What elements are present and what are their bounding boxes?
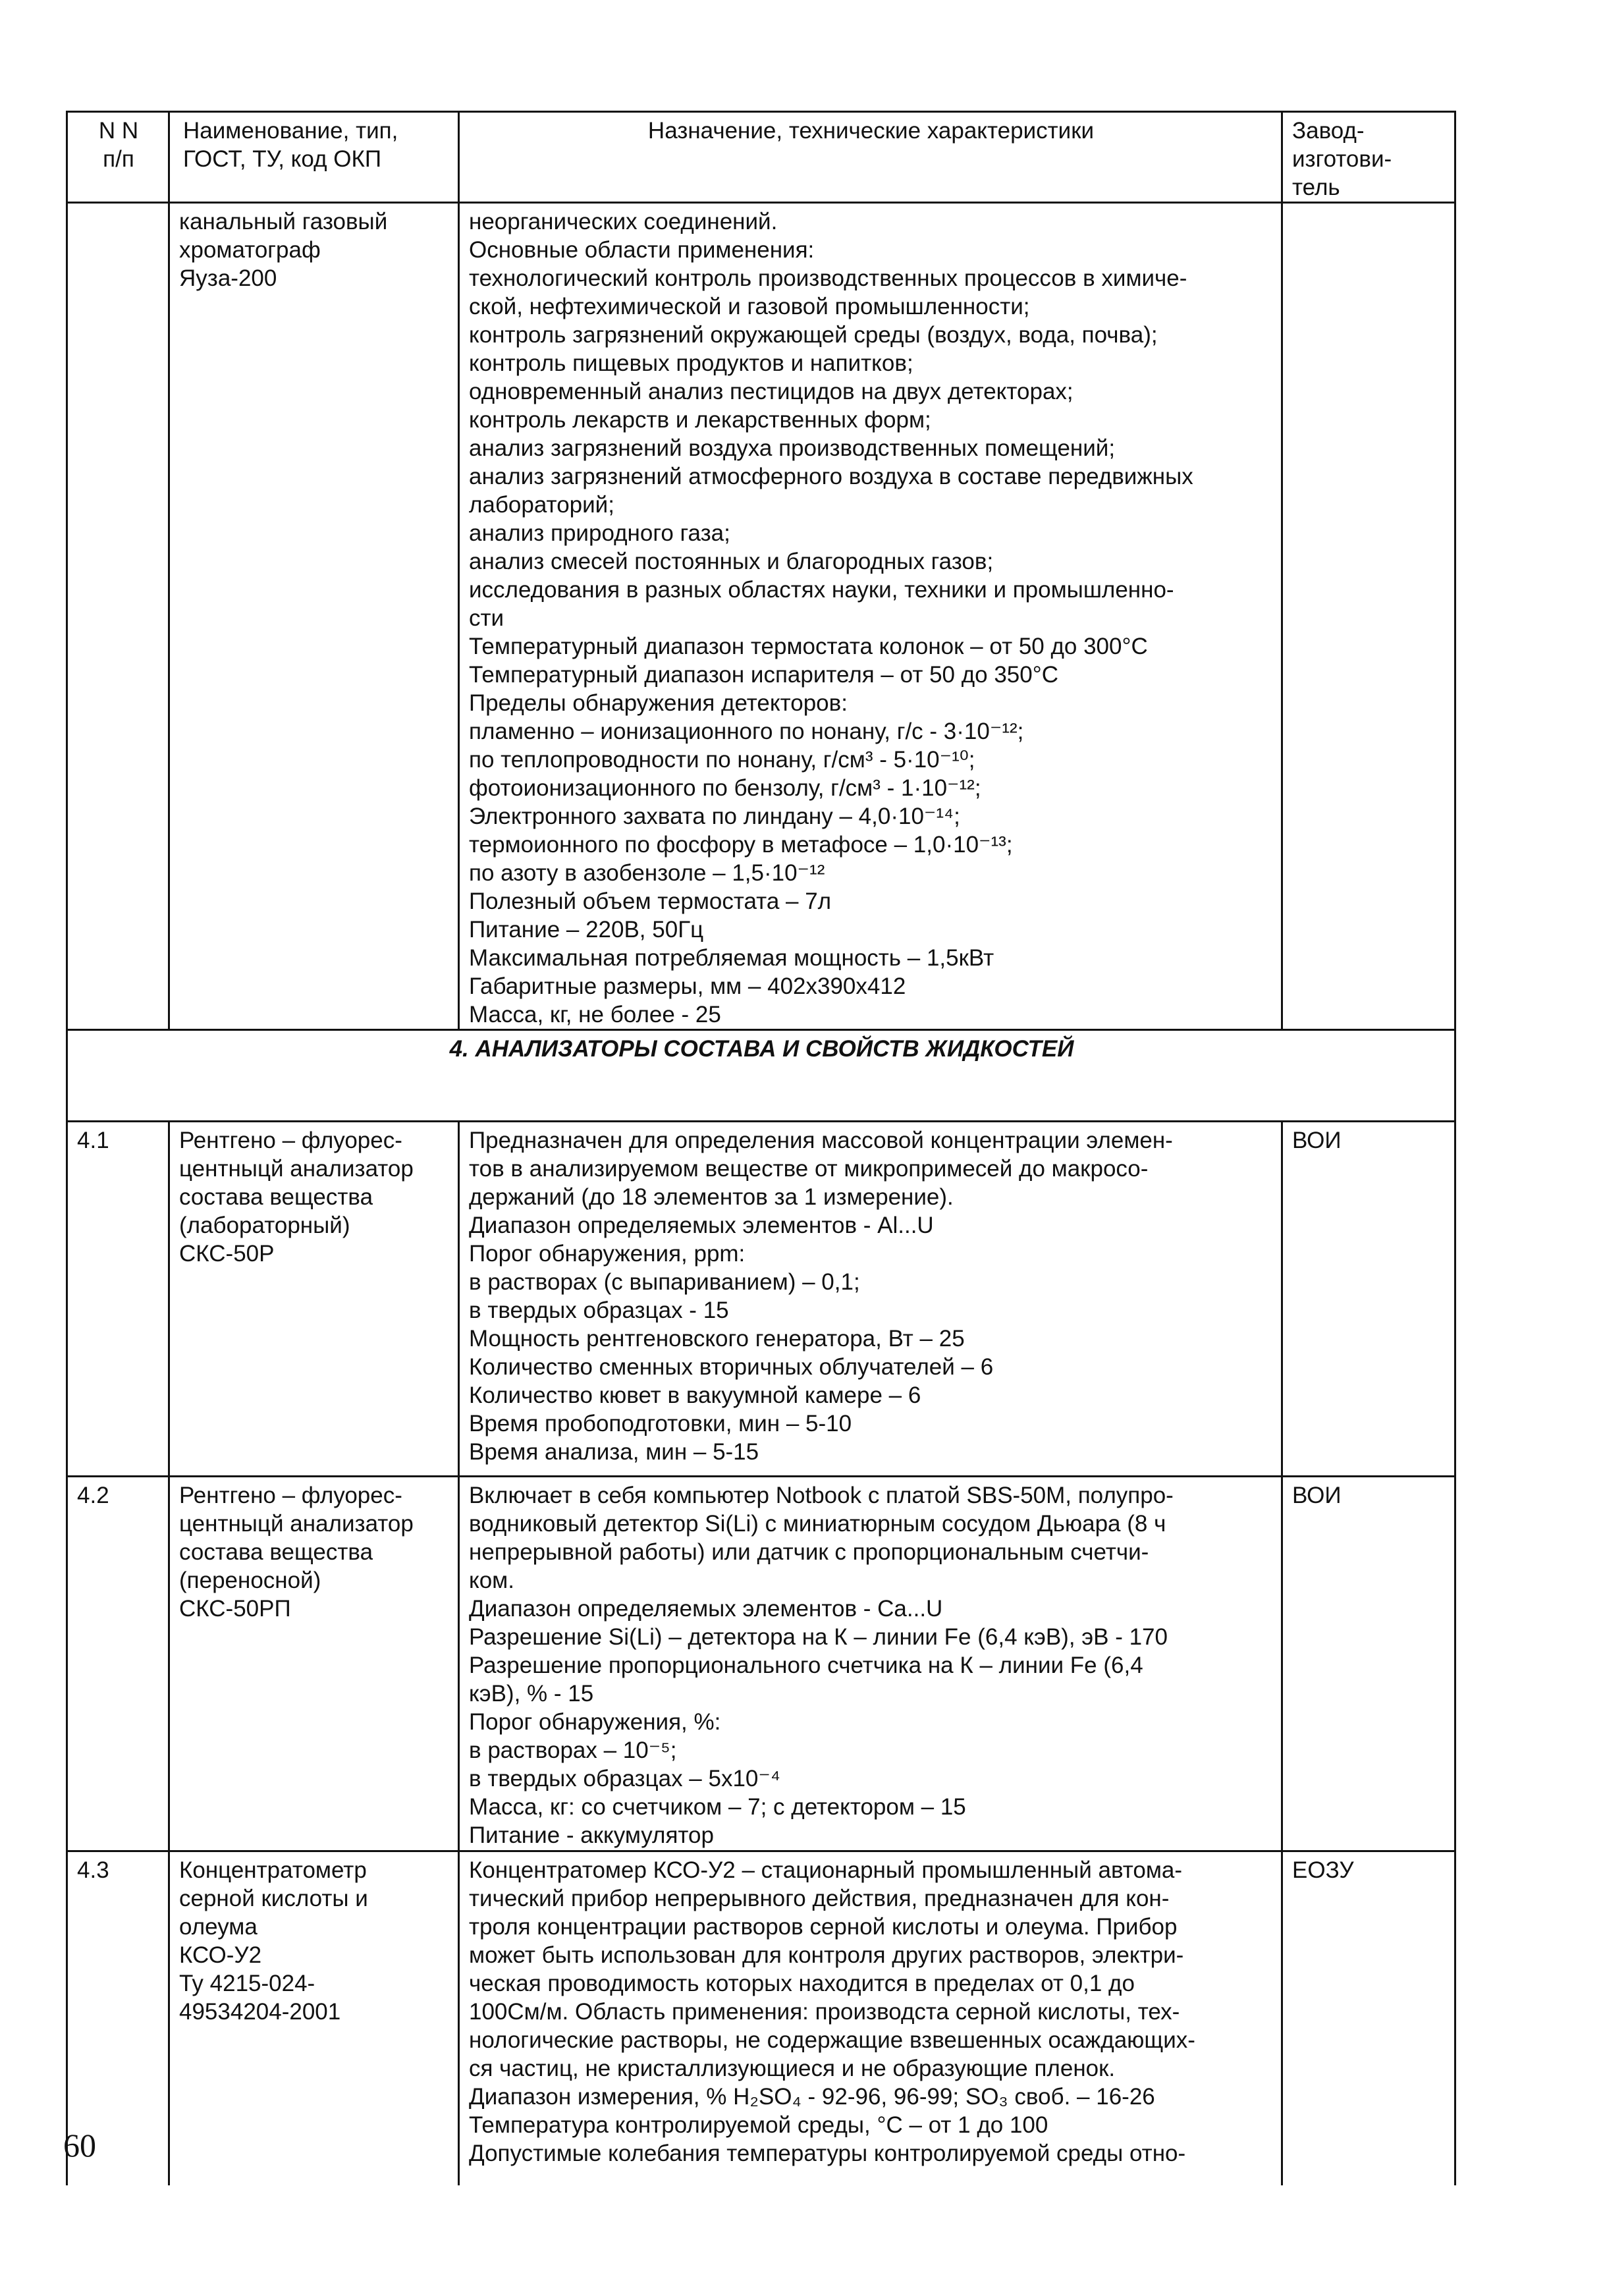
text-line: 100См/м. Область применения: производста серной кислоты, тех- — [469, 1999, 1180, 2025]
text-line: контроль загрязнений окружающей среды (воздух, вода, почва); — [469, 322, 1158, 348]
name-line: Ту 4215-024- — [179, 1971, 315, 1996]
row-name — [169, 1122, 459, 1477]
row-manufacturer — [1282, 203, 1455, 1030]
text-line: водниковый детектор Si(Li) с миниатюрным сосудом Дьюара (8 ч — [469, 1511, 1166, 1537]
name-line: Концентратометр — [179, 1857, 367, 1883]
text-line: держаний (до 18 элементов за 1 измерение). — [469, 1184, 954, 1210]
text-line: Масса, кг: со счетчиком – 7; с детектором – 15 — [469, 1794, 966, 1820]
text-line: Основные области применения: — [469, 237, 815, 263]
name-line: 49534204-2001 — [179, 1999, 341, 2025]
text-line: Электронного захвата по линдану – 4,0·10⁻¹⁴; — [469, 804, 960, 829]
text-line: Порог обнаружения, ppm: — [469, 1241, 746, 1267]
text-line: Полезный объем термостата – 7л — [469, 888, 832, 914]
text-line: тов в анализируемом веществе от микропримесей до макросо- — [469, 1156, 1149, 1182]
header-purpose: Назначение, технические характеристики — [459, 112, 1282, 203]
text-line: сти — [469, 605, 504, 631]
text-line: Диапазон определяемых элементов - Ca...U — [469, 1596, 943, 1622]
text-line: анализ природного газа; — [469, 520, 730, 546]
text-line: Мощность рентгеновского генератора, Вт – 25 — [469, 1326, 965, 1352]
row-name — [169, 203, 459, 1030]
section-header-row — [67, 1030, 1455, 1122]
name-line: Яуза-200 — [179, 265, 277, 291]
row-manufacturer: ВОИ — [1282, 1477, 1455, 1851]
row-num: 4.1 — [67, 1122, 169, 1477]
header-name: Наименование, тип, ГОСТ, ТУ, код ОКП — [169, 112, 459, 203]
text-line: Разрешение пропорционального счетчика на К – линии Fe (6,4 — [469, 1653, 1143, 1678]
text-line: Время анализа, мин – 5-15 — [469, 1439, 759, 1465]
row-num: 4.3 — [67, 1851, 169, 2186]
text-line: Допустимые колебания температуры контролируемой среды отно- — [469, 2141, 1186, 2166]
name-line: КСО-У2 — [179, 1942, 262, 1968]
text-line: может быть использован для контроля других растворов, электри- — [469, 1942, 1184, 1968]
text-line: Количество сменных вторичных облучателей – 6 — [469, 1354, 994, 1380]
row-num — [67, 203, 169, 1030]
row-purpose — [459, 1122, 1282, 1477]
text-line: Включает в себя компьютер Notbook с платой SBS-50M, полупро- — [469, 1483, 1174, 1508]
text-line: Максимальная потребляемая мощность – 1,5кВт — [469, 945, 994, 971]
name-line: (переносной) — [179, 1568, 321, 1593]
row-name — [169, 1851, 459, 2186]
text-line: технологический контроль производственных процессов в химиче- — [469, 265, 1187, 291]
name-line: (лабораторный) — [179, 1213, 350, 1238]
text-line: термоионного по фосфору в метафосе – 1,0·10⁻¹³; — [469, 832, 1013, 858]
equipment-table — [66, 111, 1456, 2185]
text-line: тический прибор непрерывного действия, предназначен для кон- — [469, 1886, 1170, 1911]
text-line: непрерывной работы) или датчик с пропорциональным счетчи- — [469, 1539, 1149, 1565]
name-line: канальный газовый — [179, 209, 388, 234]
text-line: Разрешение Si(Li) – детектора на К – линии Fe (6,4 кэВ), эВ - 170 — [469, 1624, 1168, 1650]
page-number: 60 — [63, 2127, 96, 2164]
text-line: одновременный анализ пестицидов на двух детекторах; — [469, 379, 1073, 404]
text-line: фотоионизационного по бензолу, г/см³ - 1·10⁻¹²; — [469, 775, 981, 801]
name-line: СКС-50РП — [179, 1596, 291, 1622]
text-line: контроль лекарств и лекарственных форм; — [469, 407, 931, 433]
table-header-row — [67, 112, 1455, 203]
name-line: состава вещества — [179, 1184, 373, 1210]
text-line: Порог обнаружения, %: — [469, 1709, 721, 1735]
text-line: исследования в разных областях науки, техники и промышленно- — [469, 577, 1174, 603]
row-name — [169, 1477, 459, 1851]
text-line: анализ загрязнений атмосферного воздуха в составе передвижных — [469, 464, 1193, 489]
text-line: Питание - аккумулятор — [469, 1822, 714, 1848]
section-title: 4. АНАЛИЗАТОРЫ СОСТАВА И СВОЙСТВ ЖИДКОСТЕЙ — [67, 1030, 1455, 1122]
text-line: пламенно – ионизационного по нонану, г/с - 3·10⁻¹²; — [469, 719, 1024, 744]
text-line: нологические растворы, не содержащие взвешенных осаждающих- — [469, 2027, 1195, 2053]
text-line: Концентратомер КСО-У2 – стационарный промышленный автома- — [469, 1857, 1183, 1883]
text-line: лабораторий; — [469, 492, 614, 518]
row-purpose — [459, 203, 1282, 1030]
table-row — [67, 1122, 1455, 1477]
text-line: Температурный диапазон термостата колонок – от 50 до 300°С — [469, 634, 1148, 659]
header-num: N N п/п — [67, 112, 169, 203]
text-line: ской, нефтехимической и газовой промышленности; — [469, 294, 1030, 319]
header-manufacturer: Завод- изготови- тель — [1282, 112, 1455, 203]
text-line: в твердых образцах - 15 — [469, 1298, 729, 1323]
table-row — [67, 203, 1455, 1030]
text-line: кэВ), % - 15 — [469, 1681, 594, 1707]
table-row — [67, 1477, 1455, 1851]
text-line: Количество кювет в вакуумной камере – 6 — [469, 1382, 921, 1408]
text-line: анализ смесей постоянных и благородных газов; — [469, 549, 994, 574]
text-line: Диапазон определяемых элементов - Al...U — [469, 1213, 934, 1238]
name-line: Рентгено – флуорес- — [179, 1483, 402, 1508]
text-line: в растворах (с выпариванием) – 0,1; — [469, 1269, 860, 1295]
row-num: 4.2 — [67, 1477, 169, 1851]
name-line: состава вещества — [179, 1539, 373, 1565]
name-line: хроматограф — [179, 237, 321, 263]
text-line: контроль пищевых продуктов и напитков; — [469, 350, 913, 376]
text-line: Питание – 220В, 50Гц — [469, 917, 704, 943]
text-line: Время пробоподготовки, мин – 5-10 — [469, 1411, 852, 1436]
name-line: Рентгено – флуорес- — [179, 1128, 402, 1153]
row-manufacturer: ЕОЗУ — [1282, 1851, 1455, 2186]
text-line: Габаритные размеры, мм – 402х390х412 — [469, 973, 906, 999]
row-manufacturer: ВОИ — [1282, 1122, 1455, 1477]
row-purpose — [459, 1851, 1282, 2186]
text-line: Температурный диапазон испарителя – от 50 до 350°С — [469, 662, 1059, 688]
text-line: Пределы обнаружения детекторов: — [469, 690, 848, 716]
text-line: ческая проводимость которых находится в пределах от 0,1 до — [469, 1971, 1135, 1996]
text-line: Температура контролируемой среды, °С – от 1 до 100 — [469, 2112, 1048, 2138]
text-line: анализ загрязнений воздуха производственных помещений; — [469, 435, 1116, 461]
text-line: Диапазон измерения, % H₂SO₄ - 92-96, 96-99; SO₃ своб. – 16-26 — [469, 2084, 1155, 2110]
name-line: СКС-50Р — [179, 1241, 275, 1267]
name-line: центныцй анализатор — [179, 1156, 414, 1182]
text-line: в растворах – 10⁻⁵; — [469, 1737, 677, 1763]
row-purpose — [459, 1477, 1282, 1851]
text-line: по теплопроводности по нонану, г/см³ - 5·10⁻¹⁰; — [469, 747, 975, 773]
text-line: троля концентрации растворов серной кислоты и олеума. Прибор — [469, 1914, 1178, 1940]
text-line: Предназначен для определения массовой концентрации элемен- — [469, 1128, 1173, 1153]
text-line: ком. — [469, 1568, 514, 1593]
name-line: центныцй анализатор — [179, 1511, 414, 1537]
text-line: по азоту в азобензоле – 1,5·10⁻¹² — [469, 860, 825, 886]
text-line: неорганических соединений. — [469, 209, 778, 234]
text-line: в твердых образцах – 5х10⁻⁴ — [469, 1766, 780, 1791]
text-line: ся частиц, не кристаллизующиеся и не образующие пленок. — [469, 2056, 1116, 2081]
text-line: Масса, кг, не более - 25 — [469, 1002, 721, 1027]
table-row — [67, 1851, 1455, 2186]
name-line: олеума — [179, 1914, 258, 1940]
name-line: серной кислоты и — [179, 1886, 368, 1911]
